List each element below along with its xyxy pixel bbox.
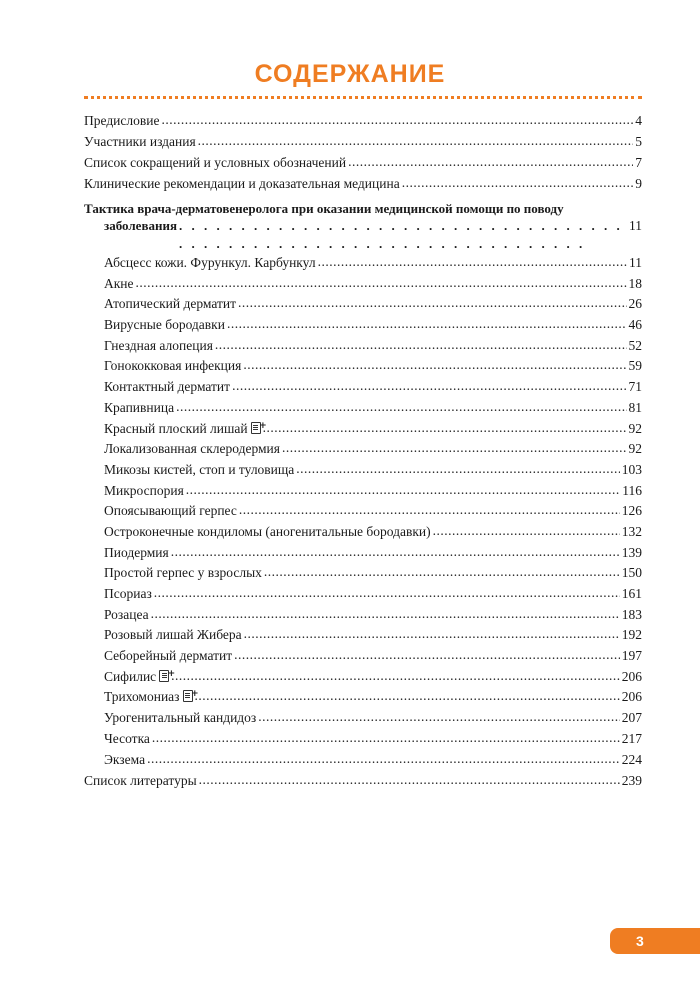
toc-page-number: 206 xyxy=(621,689,642,705)
toc-entry[interactable] xyxy=(84,543,642,564)
toc-page-number: 126 xyxy=(621,503,642,519)
toc-entry[interactable] xyxy=(84,152,642,173)
toc-page-number: 46 xyxy=(628,317,642,333)
toc-entry-title xyxy=(84,173,400,194)
toc-page-number: 150 xyxy=(621,565,642,581)
section-heading-line1: Тактика врача-дерматовенеролога при оказании медицинской помощи по поводу xyxy=(84,201,564,216)
toc-back-matter xyxy=(84,770,642,791)
toc-entry-title xyxy=(104,584,152,605)
toc-entry-title xyxy=(84,131,196,152)
toc-page-number: 103 xyxy=(621,461,642,477)
toc-page-number: 92 xyxy=(628,441,642,457)
dot-leader xyxy=(186,480,620,501)
dot-leader xyxy=(154,583,620,604)
toc-entry[interactable] xyxy=(84,563,642,584)
toc-entry[interactable] xyxy=(84,315,642,336)
toc-entry[interactable] xyxy=(84,605,642,626)
toc-entry-text: Опоясывающий герпес xyxy=(104,503,237,519)
dot-leader xyxy=(152,728,620,749)
toc-page-number: 239 xyxy=(621,773,642,789)
toc-entry-text: Сифилис xyxy=(104,668,157,684)
dot-leader xyxy=(238,293,626,314)
toc-page-number: 183 xyxy=(621,606,642,622)
dot-leader xyxy=(179,217,627,253)
toc-entry-title xyxy=(104,274,134,295)
toc-entry-title xyxy=(104,460,294,481)
toc-entry-title xyxy=(104,687,193,708)
toc-entry-text: Розацеа xyxy=(104,606,149,622)
dot-leader xyxy=(318,252,627,273)
dot-leader xyxy=(296,459,619,480)
page-number-badge: 3 xyxy=(610,928,700,954)
toc-page-number: 92 xyxy=(628,420,642,436)
toc-entry-text: Атопический дерматит xyxy=(104,296,237,312)
toc-entry-title xyxy=(104,667,169,688)
toc-entry[interactable] xyxy=(84,584,642,605)
dot-leader xyxy=(227,314,627,335)
toc-page-number: 197 xyxy=(621,648,642,664)
toc-entry-title xyxy=(104,605,149,626)
toc-entry[interactable] xyxy=(84,253,642,274)
toc-page-number: 59 xyxy=(628,358,642,374)
toc-entry-title xyxy=(104,543,169,564)
dot-leader xyxy=(232,376,626,397)
toc-entry[interactable] xyxy=(84,294,642,315)
toc-entry[interactable] xyxy=(84,729,642,750)
toc-entry-text: Акне xyxy=(104,275,134,291)
toc-entry-text: Красный плоский лишай xyxy=(104,420,248,436)
toc-entry[interactable] xyxy=(84,274,642,295)
toc-entry-title xyxy=(104,625,242,646)
toc-entry[interactable] xyxy=(84,522,642,543)
toc-entry-title xyxy=(104,315,225,336)
toc-page-number: 71 xyxy=(628,379,642,395)
toc-entry-text: Трихомониаз xyxy=(104,689,180,705)
dot-leader xyxy=(239,500,620,521)
toc-entry-title xyxy=(104,522,431,543)
toc-entry-title xyxy=(104,294,236,315)
toc-entry-title xyxy=(84,770,197,791)
toc-entry[interactable] xyxy=(84,460,642,481)
section-heading-line2: заболевания xyxy=(104,218,177,233)
toc-page-number: 192 xyxy=(621,627,642,643)
toc-entry-text: Гонококковая инфекция xyxy=(104,358,242,374)
toc-entry[interactable] xyxy=(84,173,642,194)
toc-page-number: 7 xyxy=(635,155,642,170)
dot-leader xyxy=(263,418,627,439)
toc-page-number: 139 xyxy=(621,544,642,560)
toc-entry[interactable] xyxy=(84,439,642,460)
toc-entry[interactable] xyxy=(84,356,642,377)
toc-entry[interactable] xyxy=(84,398,642,419)
toc-entry-text: Крапивница xyxy=(104,399,175,415)
toc-page-number: 116 xyxy=(622,482,642,498)
toc-entry-text: Розовый лишай Жибера xyxy=(104,627,242,643)
toc-page-number: 217 xyxy=(621,730,642,746)
toc-page-number: 18 xyxy=(628,275,642,291)
toc-page-number: 224 xyxy=(621,751,642,767)
toc-entry[interactable] xyxy=(84,667,642,688)
toc-chapter-list xyxy=(84,253,642,770)
toc-entry[interactable] xyxy=(84,770,642,791)
toc-page-number: 9 xyxy=(635,176,642,191)
toc-entry-text: Урогенитальный кандидоз xyxy=(104,710,257,726)
toc-entry-title xyxy=(104,336,213,357)
dot-leader xyxy=(176,397,626,418)
toc-entry[interactable] xyxy=(84,336,642,357)
toc-entry-title xyxy=(104,419,261,440)
toc-page-number: 52 xyxy=(628,337,642,353)
dot-leader xyxy=(258,707,619,728)
toc-entry-title xyxy=(84,110,159,131)
toc-entry-text: Микроспория xyxy=(104,482,184,498)
toc-entry-title xyxy=(104,708,256,729)
toc-entry[interactable] xyxy=(84,501,642,522)
toc-entry-text: Экзема xyxy=(104,751,146,767)
dot-leader xyxy=(264,562,620,583)
table-of-contents xyxy=(84,110,642,791)
toc-entry-text: Предисловие xyxy=(84,113,160,128)
toc-entry-text: Абсцесс кожи. Фурункул. Карбункул xyxy=(104,255,316,270)
toc-entry-title xyxy=(104,563,262,584)
toc-entry-title xyxy=(84,152,346,173)
dot-leader xyxy=(215,335,627,356)
toc-entry-title xyxy=(104,398,174,419)
dot-leader xyxy=(151,604,620,625)
toc-front-matter xyxy=(84,110,642,194)
toc-entry-title xyxy=(104,481,184,502)
toc-entry-text: Микозы кистей, стоп и туловища xyxy=(104,461,295,477)
toc-entry-title xyxy=(104,253,316,274)
toc-entry-text: Вирусные бородавки xyxy=(104,317,225,333)
dot-leader xyxy=(147,749,620,770)
toc-page-number: 207 xyxy=(621,710,642,726)
toc-entry-text: Пиодермия xyxy=(104,544,169,560)
dot-leader xyxy=(161,109,633,130)
toc-entry[interactable] xyxy=(84,708,642,729)
toc-entry-text: Остроконечные кондиломы (аногенитальные бородавки) xyxy=(104,523,431,539)
toc-section-heading[interactable] xyxy=(84,200,642,253)
toc-entry-text: Простой герпес у взрослых xyxy=(104,565,262,581)
dot-leader xyxy=(171,666,620,687)
toc-entry-title xyxy=(104,439,280,460)
toc-entry-text: Гнездная алопеция xyxy=(104,337,213,353)
document-plus-icon xyxy=(183,690,193,702)
document-plus-icon xyxy=(251,422,261,434)
toc-entry[interactable] xyxy=(84,687,642,708)
toc-entry[interactable] xyxy=(84,750,642,771)
dot-leader xyxy=(199,769,620,790)
toc-entry-text: Локализованная склеродермия xyxy=(104,441,280,457)
dot-leader xyxy=(234,645,620,666)
toc-page-number: 11 xyxy=(629,255,642,270)
toc-entry-title xyxy=(104,356,241,377)
dot-leader xyxy=(198,130,634,151)
section-page-number: 11 xyxy=(629,218,642,233)
toc-entry-text: Список литературы xyxy=(84,773,197,789)
toc-page-number: 5 xyxy=(635,134,642,149)
page-title: СОДЕРЖАНИЕ xyxy=(254,60,446,88)
toc-entry[interactable] xyxy=(84,377,642,398)
toc-entry-text: Себорейный дерматит xyxy=(104,648,233,664)
toc-entry-text: Участники издания xyxy=(84,134,196,149)
toc-entry-title xyxy=(104,750,145,771)
toc-entry-text: Контактный дерматит xyxy=(104,379,231,395)
dot-leader xyxy=(433,521,620,542)
dot-leader xyxy=(348,151,633,172)
toc-entry[interactable] xyxy=(84,481,642,502)
toc-page-number: 81 xyxy=(628,399,642,415)
toc-page-number: 26 xyxy=(628,296,642,312)
toc-page-number: 206 xyxy=(621,668,642,684)
toc-entry[interactable] xyxy=(84,110,642,131)
dot-leader xyxy=(282,438,627,459)
toc-entry-title xyxy=(104,729,150,750)
toc-page-number: 132 xyxy=(621,523,642,539)
toc-entry-text: Псориаз xyxy=(104,586,152,601)
toc-entry-text: Список сокращений и условных обозначений xyxy=(84,155,347,170)
dot-leader xyxy=(243,355,626,376)
toc-page-number: 161 xyxy=(621,586,642,601)
document-plus-icon xyxy=(159,670,169,682)
toc-entry[interactable] xyxy=(84,131,642,152)
dot-leader xyxy=(402,172,634,193)
toc-entry[interactable] xyxy=(84,419,642,440)
dot-leader xyxy=(195,686,620,707)
dot-leader xyxy=(136,273,627,294)
title-dotted-rule xyxy=(84,96,642,99)
dot-leader xyxy=(171,542,620,563)
toc-entry[interactable] xyxy=(84,625,642,646)
toc-page-number: 4 xyxy=(635,113,642,128)
toc-entry-title xyxy=(104,377,230,398)
toc-entry-text: Чесотка xyxy=(104,730,150,746)
toc-entry-text: Клинические рекомендации и доказательная медицина xyxy=(84,176,400,191)
toc-entry-title xyxy=(104,501,237,522)
dot-leader xyxy=(244,624,620,645)
